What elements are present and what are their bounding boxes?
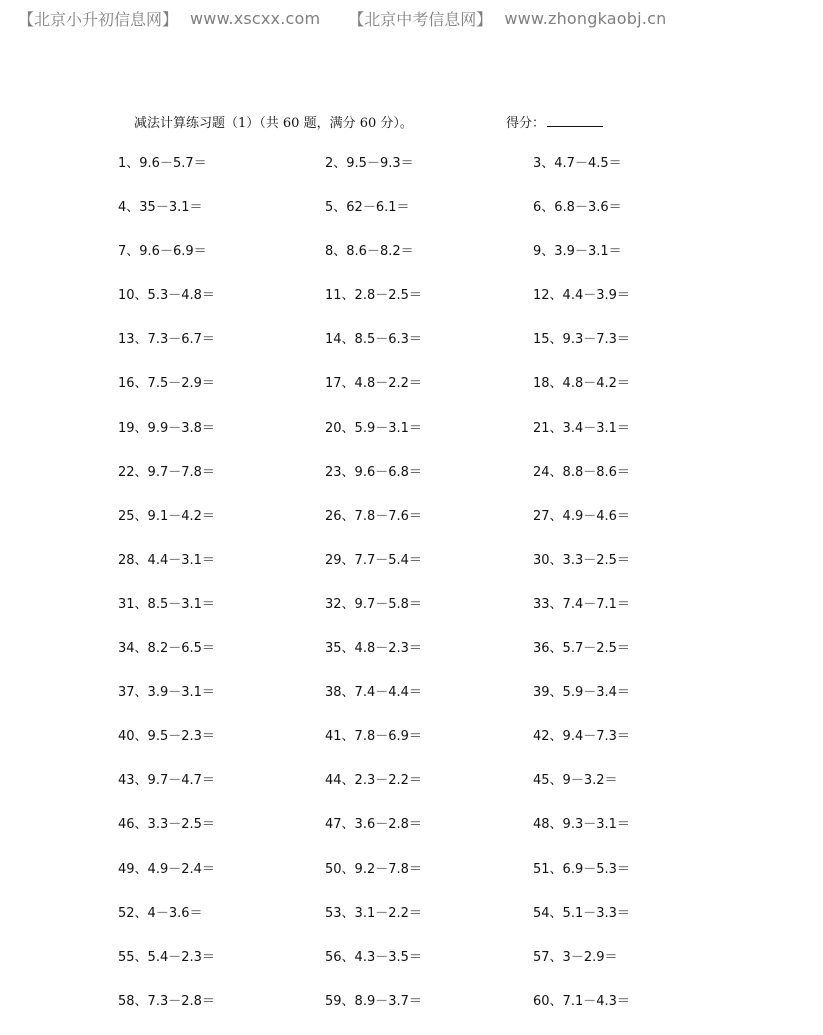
problem-item: 24、8.8－8.6＝: [533, 464, 630, 480]
problem-item: 60、7.1－4.3＝: [533, 993, 630, 1009]
problem-row: [118, 682, 718, 726]
problem-item: 21、3.4－3.1＝: [533, 420, 630, 436]
problem-item: 14、8.5－6.3＝: [325, 332, 422, 348]
problem-item: 10、5.3－4.8＝: [118, 288, 215, 304]
problem-row: [118, 991, 718, 1035]
problem-item: 19、9.9－3.8＝: [118, 420, 215, 436]
problem-item: 29、7.7－5.4＝: [325, 552, 422, 568]
problem-item: 18、4.8－4.2＝: [533, 376, 630, 392]
problem-item: 54、5.1－3.3＝: [533, 905, 630, 921]
problem-item: 31、8.5－3.1＝: [118, 596, 215, 612]
problem-item: 40、9.5－2.3＝: [118, 729, 215, 745]
problem-item: 3、4.7－4.5＝: [533, 156, 622, 171]
site1-name: 【北京小升初信息网】: [18, 9, 179, 29]
problem-item: 33、7.4－7.1＝: [533, 596, 630, 612]
problem-item: 50、9.2－7.8＝: [325, 861, 422, 877]
problem-row: [118, 241, 718, 285]
problem-item: 56、4.3－3.5＝: [325, 949, 422, 965]
problem-item: 15、9.3－7.3＝: [533, 332, 630, 348]
problem-row: [118, 153, 718, 197]
site1-url[interactable]: www.xscxx.com: [190, 8, 321, 28]
problem-item: 45、9－3.2＝: [533, 773, 618, 789]
problem-item: 27、4.9－4.6＝: [533, 508, 630, 524]
problem-item: 17、4.8－2.2＝: [325, 376, 422, 392]
score-field: [506, 112, 603, 131]
problem-item: 13、7.3－6.7＝: [118, 332, 215, 348]
problem-item: 43、9.7－4.7＝: [118, 773, 215, 789]
problem-item: 1、9.6－5.7＝: [118, 156, 207, 171]
problem-row: [118, 197, 718, 241]
problem-item: 25、9.1－4.2＝: [118, 508, 215, 524]
problem-row: [118, 638, 718, 682]
problem-item: 59、8.9－3.7＝: [325, 993, 422, 1009]
problem-item: 37、3.9－3.1＝: [118, 685, 215, 701]
problem-row: [118, 506, 718, 550]
problem-item: 26、7.8－7.6＝: [325, 508, 422, 524]
problem-item: 22、9.7－7.8＝: [118, 464, 215, 480]
problem-item: 44、2.3－2.2＝: [325, 773, 422, 789]
problem-item: 42、9.4－7.3＝: [533, 729, 630, 745]
problem-row: [118, 814, 718, 858]
problem-item: 2、9.5－9.3＝: [325, 156, 414, 171]
problem-row: [118, 770, 718, 814]
problem-item: 39、5.9－3.4＝: [533, 685, 630, 701]
problem-item: 53、3.1－2.2＝: [325, 905, 422, 921]
problem-item: 5、62－6.1＝: [325, 200, 410, 216]
page-header: [18, 6, 694, 30]
problem-row: [118, 329, 718, 373]
problem-item: 11、2.8－2.5＝: [325, 288, 422, 304]
problem-item: 6、6.8－3.6＝: [533, 200, 622, 216]
problem-item: 41、7.8－6.9＝: [325, 729, 422, 745]
score-blank: [547, 114, 603, 127]
problem-item: 46、3.3－2.5＝: [118, 817, 215, 833]
site2-url[interactable]: www.zhongkaobj.cn: [504, 8, 667, 28]
problem-item: 48、9.3－3.1＝: [533, 817, 630, 833]
problem-item: 38、7.4－4.4＝: [325, 685, 422, 701]
problem-item: 12、4.4－3.9＝: [533, 288, 630, 304]
problem-item: 7、9.6－6.9＝: [118, 244, 207, 260]
problem-row: [118, 285, 718, 329]
problem-row: [118, 550, 718, 594]
score-label: 得分：: [506, 116, 546, 131]
problem-row: [118, 859, 718, 903]
problem-item: 49、4.9－2.4＝: [118, 861, 215, 877]
problem-item: 20、5.9－3.1＝: [325, 420, 422, 436]
problem-item: 8、8.6－8.2＝: [325, 244, 414, 260]
problem-item: 35、4.8－2.3＝: [325, 641, 422, 657]
problem-row: [118, 594, 718, 638]
site2-name: 【北京中考信息网】: [348, 9, 493, 29]
problem-row: [118, 903, 718, 947]
problem-item: 55、5.4－2.3＝: [118, 949, 215, 965]
problem-item: 9、3.9－3.1＝: [533, 244, 622, 260]
problem-item: 34、8.2－6.5＝: [118, 641, 215, 657]
problem-item: 32、9.7－5.8＝: [325, 596, 422, 612]
problem-row: [118, 418, 718, 462]
problem-item: 57、3－2.9＝: [533, 949, 618, 965]
worksheet-title: 减法计算练习题（1）（共 60 题，满分 60 分）。: [134, 116, 413, 131]
problem-row: [118, 726, 718, 770]
problem-item: 30、3.3－2.5＝: [533, 552, 630, 568]
problem-item: 51、6.9－5.3＝: [533, 861, 630, 877]
problem-item: 36、5.7－2.5＝: [533, 641, 630, 657]
problem-item: 4、35－3.1＝: [118, 200, 203, 216]
problem-row: [118, 462, 718, 506]
problem-item: 16、7.5－2.9＝: [118, 376, 215, 392]
problem-item: 28、4.4－3.1＝: [118, 552, 215, 568]
problem-grid: [118, 153, 718, 1035]
problem-row: [118, 947, 718, 991]
problem-item: 23、9.6－6.8＝: [325, 464, 422, 480]
problem-item: 52、4－3.6＝: [118, 905, 203, 921]
problem-item: 58、7.3－2.8＝: [118, 993, 215, 1009]
problem-item: 47、3.6－2.8＝: [325, 817, 422, 833]
problem-row: [118, 373, 718, 417]
title-row: [134, 110, 614, 132]
